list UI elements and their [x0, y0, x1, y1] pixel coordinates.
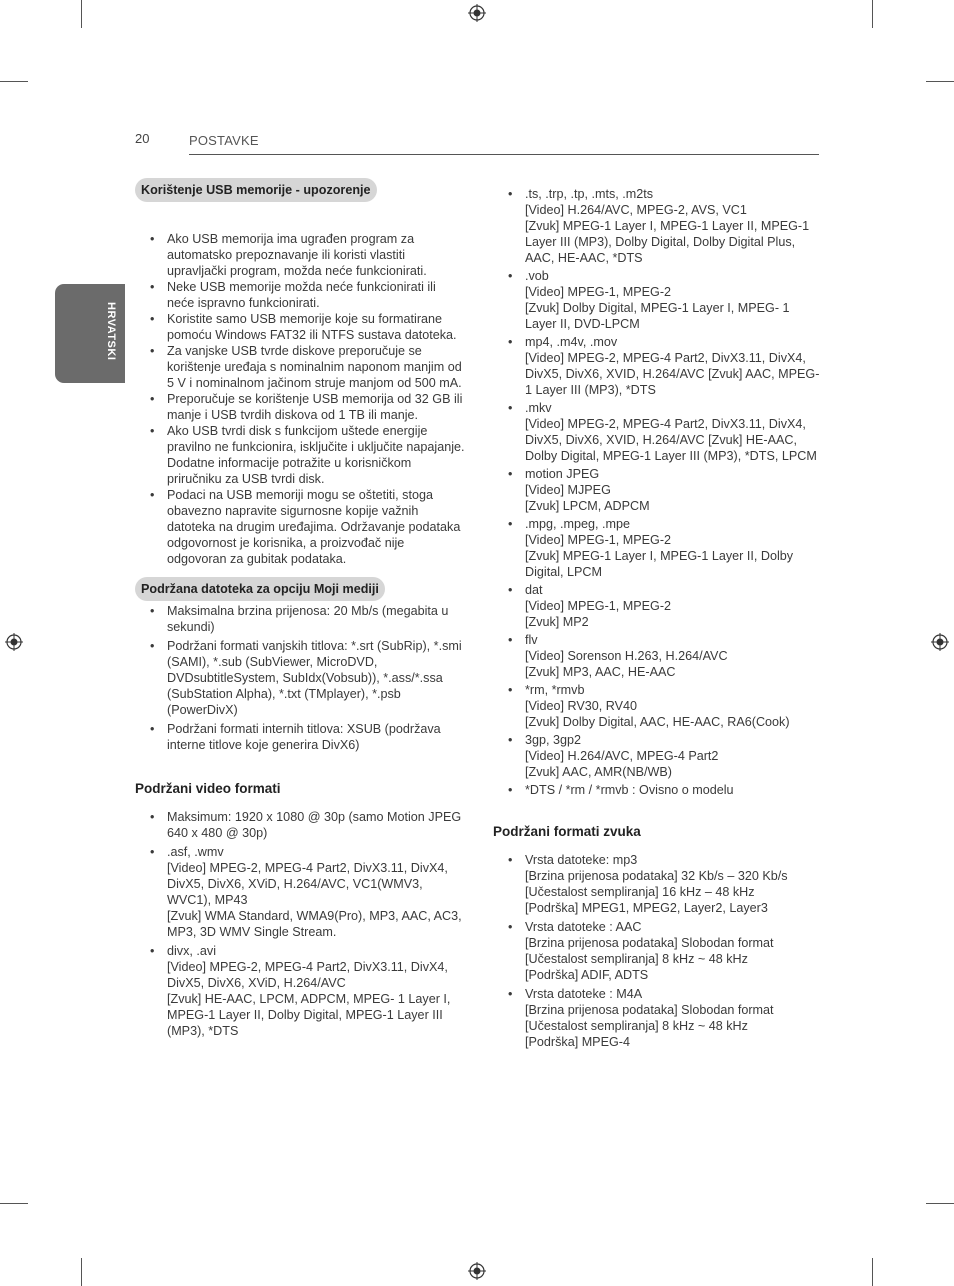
video-formats-list [135, 809, 465, 1039]
list-item-line: [Video] MPEG-2, MPEG-4 Part2, DivX3.11, DivX4, DivX5, DivX6, XViD, H.264/AVC, VC1(WMV3, WVC1), MP43 [167, 861, 448, 907]
list-item-line: • 3gp, 3gp2 [525, 733, 582, 747]
crop-mark [81, 1258, 82, 1286]
list-item [493, 732, 823, 780]
list-item [493, 334, 823, 398]
list-item-line: [Podrška] MPEG-4 [525, 1035, 630, 1049]
list-item-line: [Učestalost sempliranja] 8 kHz ~ 48 kHz [525, 1019, 748, 1033]
supported-files-list [135, 603, 465, 753]
list-item-line: • .mpg, .mpeg, .mpe [525, 517, 630, 531]
video-formats-list-continued [493, 186, 823, 798]
video-formats-heading: Podržani video formati [135, 781, 281, 796]
list-item-line: • Vrsta datoteke : AAC [525, 920, 642, 934]
list-item-line: [Zvuk] MPEG-1 Layer I, MPEG-1 Layer II, Dolby Digital, LPCM [525, 549, 794, 579]
right-column [493, 186, 823, 1050]
list-item-line: [Zvuk] MP2 [525, 615, 589, 629]
registration-mark-icon [468, 4, 486, 22]
crop-mark [926, 81, 954, 82]
list-item-line: [Zvuk] MPEG-1 Layer I, MPEG-1 Layer II, MPEG-1 Layer III (MP3), Dolby Digital, Dolby Digital Plus, AAC, HE-AAC, *DTS [525, 219, 810, 265]
page-number: 20 [135, 131, 150, 146]
list-item: • Ako USB memorija ima ugrađen program za automatsko prepoznavanje ili koristi vlastiti upravljački program, možda neće funkcionirati. [135, 231, 465, 279]
list-item-line: [Zvuk] Dolby Digital, MPEG-1 Layer I, MPEG- 1 Layer II, DVD-LPCM [525, 301, 790, 331]
list-item [493, 986, 823, 1050]
list-item-line: [Učestalost sempliranja] 8 kHz ~ 48 kHz [525, 952, 748, 966]
language-tab [55, 284, 125, 383]
list-item: • Ako USB tvrdi disk s funkcijom uštede energije pravilno ne funkcionira, isključite i uključite napajanje. Dodatne informacije potražite u korisničkom priručniku za USB tvrdi disk. [135, 423, 465, 487]
list-item-line: • *rm, *rmvb [525, 683, 585, 697]
crop-mark [872, 1258, 873, 1286]
list-item [135, 943, 465, 1039]
list-item [493, 400, 823, 464]
supported-files-title: Podržana datoteka za opciju Moji mediji [135, 577, 385, 601]
list-item: • Koristite samo USB memorije koje su formatirane pomoću Windows FAT32 ili NTFS sustava datoteka. [135, 311, 465, 343]
crop-mark [0, 81, 28, 82]
list-item-line: [Zvuk] HE-AAC, LPCM, ADPCM, MPEG- 1 Layer I, MPEG-1 Layer II, Dolby Digital, MPEG-1 Layer III (MP3), *DTS [167, 992, 451, 1038]
audio-formats-list [493, 852, 823, 1050]
registration-mark-icon [468, 1262, 486, 1280]
list-item-line: [Video] H.264/AVC, MPEG-4 Part2 [525, 749, 719, 763]
list-item: • Podržani formati internih titlova: XSUB (podržava interne titlove koje generira DivX6) [135, 721, 465, 753]
list-item-line: • .asf, .wmv [167, 845, 224, 859]
list-item [493, 466, 823, 514]
crop-mark [926, 1203, 954, 1204]
list-item-line: [Video] MPEG-2, MPEG-4 Part2, DivX3.11, DivX4, DivX5, DivX6, XViD, H.264/AVC [167, 960, 448, 990]
list-item-line: [Zvuk] Dolby Digital, AAC, HE-AAC, RA6(Cook) [525, 715, 790, 729]
header-divider [189, 154, 819, 155]
list-item [493, 186, 823, 266]
crop-mark [81, 0, 82, 28]
registration-mark-icon [931, 633, 949, 651]
list-item-line: [Video] MPEG-1, MPEG-2 [525, 533, 672, 547]
list-item-line: [Brzina prijenosa podataka] Slobodan format [525, 936, 774, 950]
registration-mark-icon [5, 633, 23, 651]
list-item-line: [Brzina prijenosa podataka] Slobodan format [525, 1003, 774, 1017]
list-item-line: • .ts, .trp, .tp, .mts, .m2ts [525, 187, 654, 201]
list-item: • Podaci na USB memoriji mogu se oštetiti, stoga obavezno napravite sigurnosne kopije važnih datoteka na drugim uređajima. Održavanje podataka odgovornost je korisnika, a proizvođač nije odgovoran za gubitak podataka. [135, 487, 465, 567]
section-title: POSTAVKE [189, 133, 259, 148]
list-item-line: • Vrsta datoteke : M4A [525, 987, 643, 1001]
list-item [493, 919, 823, 983]
list-item-line: [Zvuk] AAC, AMR(NB/WB) [525, 765, 672, 779]
list-item-line: • Maksimum: 1920 x 1080 @ 30p (samo Motion JPEG 640 x 480 @ 30p) [167, 810, 462, 840]
list-item-line: [Zvuk] MP3, AAC, HE-AAC [525, 665, 676, 679]
usb-warning-title: Korištenje USB memorije - upozorenje [135, 178, 377, 202]
list-item-line: [Video] MPEG-1, MPEG-2 [525, 599, 672, 613]
list-item-line: • dat [525, 583, 543, 597]
list-item [493, 782, 823, 798]
list-item [135, 809, 465, 841]
list-item-line: • .mkv [525, 401, 552, 415]
list-item-line: [Video] MPEG-2, MPEG-4 Part2, DivX3.11, DivX4, DivX5, DivX6, XVID, H.264/AVC [Zvuk] AAC, MPEG-1 Layer III (MP3), *DTS [525, 351, 820, 397]
list-item [135, 844, 465, 940]
list-item-line: [Video] RV30, RV40 [525, 699, 638, 713]
list-item-line: • Vrsta datoteke: mp3 [525, 853, 638, 867]
list-item: • Preporučuje se korištenje USB memorija od 32 GB ili manje i USB tvrdih diskova od 1 TB ili manje. [135, 391, 465, 423]
crop-mark [0, 1203, 28, 1204]
audio-formats-heading: Podržani formati zvuka [493, 824, 641, 839]
list-item: • Podržani formati vanjskih titlova: *.srt (SubRip), *.smi (SAMI), *.sub (SubViewer, MicroDVD, DVDsubtitleSystem, SubIdx(Vobsub)), *.ass/*.ssa (SubStation Alpha), *.txt (TMplayer), *.psb (PowerDivX) [135, 638, 465, 718]
list-item-line: • divx, .avi [167, 944, 216, 958]
list-item [493, 268, 823, 332]
list-item-line: [Video] H.264/AVC, MPEG-2, AVS, VC1 [525, 203, 747, 217]
crop-mark [872, 0, 873, 28]
list-item-line: [Učestalost sempliranja] 16 kHz – 48 kHz [525, 885, 755, 899]
list-item: • Maksimalna brzina prijenosa: 20 Mb/s (megabita u sekundi) [135, 603, 465, 635]
list-item [493, 582, 823, 630]
left-column [135, 178, 465, 1039]
list-item-line: [Podrška] ADIF, ADTS [525, 968, 649, 982]
list-item-line: [Zvuk] WMA Standard, WMA9(Pro), MP3, AAC, AC3, MP3, 3D WMV Single Stream. [167, 909, 462, 939]
list-item-line: • .vob [525, 269, 549, 283]
list-item-line: [Video] MJPEG [525, 483, 611, 497]
usb-warning-list [135, 231, 465, 567]
list-item: • Neke USB memorije možda neće funkcionirati ili neće ispravno funkcionirati. [135, 279, 465, 311]
list-item-line: • flv [525, 633, 538, 647]
list-item [493, 852, 823, 916]
language-tab-label: HRVATSKI [105, 302, 117, 361]
list-item-line: [Video] MPEG-1, MPEG-2 [525, 285, 672, 299]
list-item [493, 516, 823, 580]
list-item-line: [Video] MPEG-2, MPEG-4 Part2, DivX3.11, DivX4, DivX5, DivX6, XVID, H.264/AVC [Zvuk] HE-AAC, Dolby Digital, MPEG-1 Layer III (MP3), *DTS, LPCM [525, 417, 817, 463]
list-item-line: [Video] Sorenson H.263, H.264/AVC [525, 649, 728, 663]
list-item [493, 682, 823, 730]
list-item-line: • motion JPEG [525, 467, 600, 481]
list-item-line: • mp4, .m4v, .mov [525, 335, 618, 349]
list-item-line: • *DTS / *rm / *rmvb : Ovisno o modelu [525, 783, 734, 797]
list-item [493, 632, 823, 680]
list-item-line: [Podrška] MPEG1, MPEG2, Layer2, Layer3 [525, 901, 768, 915]
list-item-line: [Zvuk] LPCM, ADPCM [525, 499, 650, 513]
list-item: • Za vanjske USB tvrde diskove preporučuje se korištenje uređaja s nominalnim naponom manjim od 5 V i nominalnom jačinom struje manjom od 500 mA. [135, 343, 465, 391]
list-item-line: [Brzina prijenosa podataka] 32 Kb/s – 320 Kb/s [525, 869, 788, 883]
